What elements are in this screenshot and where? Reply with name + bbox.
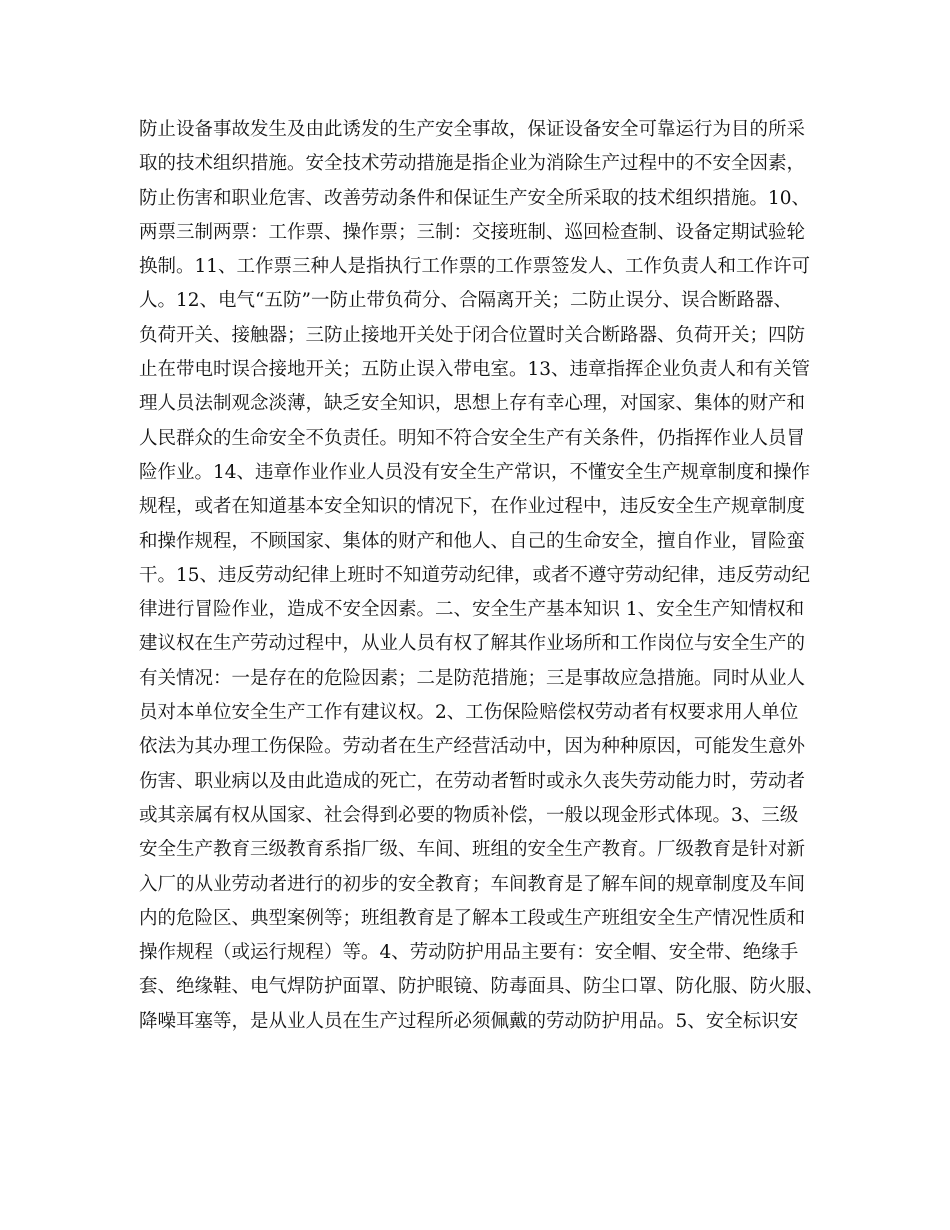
text-line: 安全生产教育三级教育系指厂级、车间、班组的安全生产教育。厂级教育是针对新 <box>139 839 806 861</box>
text-line: 建议权在生产劳动过程中，从业人员有权了解其作业场所和工作岗位与安全生产的 <box>139 633 806 655</box>
text-line: 或其亲属有权从国家、社会得到必要的物质补偿，一般以现金形式体现。3、三级 <box>139 804 799 826</box>
text-line: 内的危险区、典型案例等；班组教育是了解本工段或生产班组安全生产情况性质和 <box>139 907 806 929</box>
text-line: 人民群众的生命安全不负责任。明知不符合安全生产有关条件，仍指挥作业人员冒 <box>139 427 806 449</box>
text-line: 入厂的从业劳动者进行的初步的安全教育；车间教育是了解车间的规章制度及车间 <box>139 873 806 895</box>
body-text <box>139 113 859 1039</box>
text-line: 人。12、电气“五防”一防止带负荷分、合隔离开关；二防止误分、误合断路器、 <box>139 290 792 312</box>
text-line: 规程，或者在知道基本安全知识的情况下，在作业过程中，违反安全生产规章制度 <box>139 496 806 518</box>
text-line: 险作业。14、违章作业作业人员没有安全生产常识，不懂安全生产规章制度和操作 <box>139 461 811 483</box>
text-line: 员对本单位安全生产工作有建议权。2、工伤保险赔偿权劳动者有权要求用人单位 <box>139 702 799 724</box>
text-line: 套、绝缘鞋、电气焊防护面罩、防护眼镜、防毒面具、防尘口罩、防化服、防火服、 <box>139 976 824 998</box>
text-line: 干。15、违反劳动纪律上班时不知道劳动纪律，或者不遵守劳动纪律，违反劳动纪 <box>139 564 811 586</box>
text-line: 负荷开关、接触器；三防止接地开关处于闭合位置时关合断路器、负荷开关；四防 <box>139 324 806 346</box>
text-line: 两票三制两票：工作票、操作票；三制：交接班制、巡回检查制、设备定期试验轮 <box>139 221 806 243</box>
text-line: 和操作规程，不顾国家、集体的财产和他人、自己的生命安全，擅自作业，冒险蛮 <box>139 530 806 552</box>
text-line: 伤害、职业病以及由此造成的死亡，在劳动者暂时或永久丧失劳动能力时，劳动者 <box>139 770 806 792</box>
text-line: 操作规程（或运行规程）等。4、劳动防护用品主要有：安全帽、安全带、绝缘手 <box>139 942 799 964</box>
text-line: 防止伤害和职业危害、改善劳动条件和保证生产安全所采取的技术组织措施。10、 <box>139 187 811 209</box>
text-line: 止在带电时误合接地开关；五防止误入带电室。13、违章指挥企业负责人和有关管 <box>139 359 811 381</box>
text-line: 律进行冒险作业，造成不安全因素。二、安全生产基本知识 1、安全生产知情权和 <box>139 599 805 621</box>
text-line: 降噪耳塞等，是从业人员在生产过程所必须佩戴的劳动防护用品。5、安全标识安 <box>139 1010 799 1032</box>
text-line: 取的技术组织措施。安全技术劳动措施是指企业为消除生产过程中的不安全因素， <box>139 153 806 175</box>
text-line: 换制。11、工作票三种人是指执行工作票的工作票签发人、工作负责人和工作许可 <box>139 256 811 278</box>
text-line: 依法为其办理工伤保险。劳动者在生产经营活动中，因为种种原因，可能发生意外 <box>139 736 806 758</box>
text-line: 理人员法制观念淡薄，缺乏安全知识，思想上存有幸心理，对国家、集体的财产和 <box>139 393 806 415</box>
text-line: 有关情况：一是存在的危险因素；二是防范措施；三是事故应急措施。同时从业人 <box>139 667 806 689</box>
text-line: 防止设备事故发生及由此诱发的生产安全事故，保证设备安全可靠运行为目的所采 <box>139 119 806 140</box>
